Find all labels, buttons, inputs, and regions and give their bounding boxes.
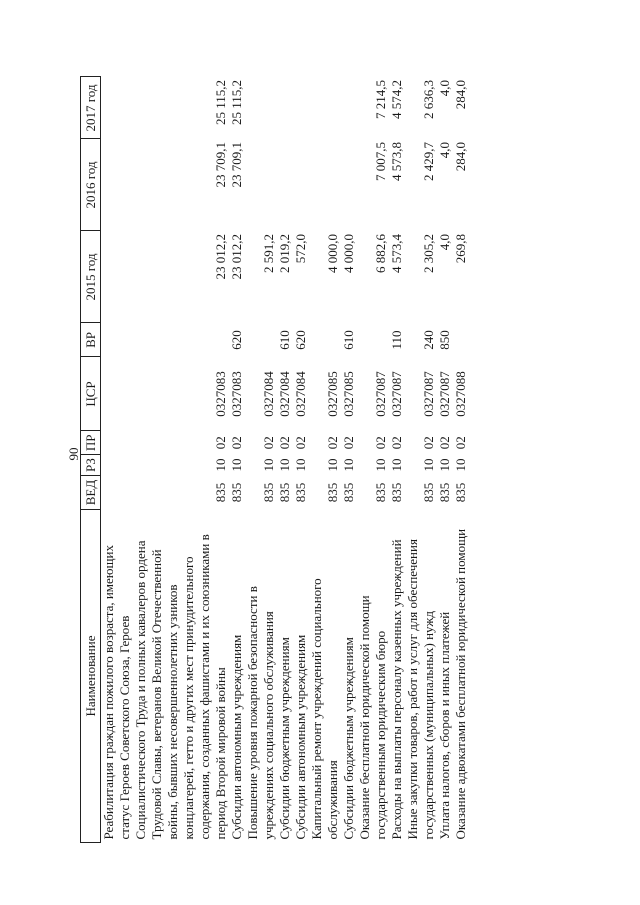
row-name: Иные закупки товаров, работ и услуг для обеспечения государственных (муниципальных) нужд bbox=[405, 539, 436, 840]
header-name: Наименование bbox=[81, 510, 101, 843]
table-row bbox=[453, 77, 469, 843]
row-2016 bbox=[341, 139, 357, 231]
row-pr: 02 bbox=[421, 436, 436, 450]
row-rz: 10 bbox=[325, 458, 340, 472]
row-name: Субсидии бюджетным учреждениям bbox=[341, 637, 356, 840]
row-2015: 2 019,2 bbox=[277, 233, 292, 273]
row-2017: 25 115,2 bbox=[229, 79, 244, 125]
table-row bbox=[293, 77, 309, 843]
row-ved: 835 bbox=[453, 482, 468, 503]
row-2016 bbox=[293, 139, 309, 231]
row-ved: 835 bbox=[277, 482, 292, 503]
row-2015: 269,8 bbox=[453, 233, 468, 264]
row-name: Оказание адвокатами бесплатной юридической помощи bbox=[453, 528, 468, 840]
row-rz: 10 bbox=[453, 458, 468, 472]
row-2016: 4 573,8 bbox=[389, 141, 404, 181]
row-ved: 835 bbox=[293, 482, 308, 503]
row-2017: 7 214,5 bbox=[373, 79, 388, 119]
row-2015: 23 012,2 bbox=[213, 233, 228, 280]
row-ved: 835 bbox=[261, 482, 276, 503]
row-vr bbox=[357, 323, 389, 357]
header-csr: ЦСР bbox=[81, 357, 101, 431]
table-row bbox=[389, 77, 405, 843]
row-vr: 610 bbox=[277, 330, 292, 350]
row-pr: 02 bbox=[213, 436, 228, 450]
row-rz: 10 bbox=[341, 458, 356, 472]
row-pr: 02 bbox=[229, 436, 244, 450]
row-2016: 284,0 bbox=[453, 141, 468, 172]
row-vr: 110 bbox=[389, 330, 404, 350]
row-name: Уплата налогов, сборов и иных платежей bbox=[437, 611, 452, 840]
row-vr: 620 bbox=[293, 330, 308, 350]
row-2016: 2 429,7 bbox=[421, 141, 436, 181]
row-rz: 10 bbox=[261, 458, 276, 472]
row-rz: 10 bbox=[213, 458, 228, 472]
row-csr: 0327085 bbox=[341, 371, 356, 417]
row-vr bbox=[101, 323, 230, 357]
row-name: Субсидии автономным учреждениям bbox=[293, 634, 308, 840]
table-row bbox=[309, 77, 341, 843]
row-name: Капитальный ремонт учреждений социального обслуживания bbox=[309, 578, 340, 840]
header-ved: ВЕД bbox=[81, 476, 101, 510]
row-name: Оказание бесплатной юридической помощи государственным юридическим бюро bbox=[357, 595, 388, 840]
row-2016: 4,0 bbox=[437, 141, 452, 159]
header-pr: ПР bbox=[81, 431, 101, 455]
row-csr: 0327084 bbox=[293, 371, 308, 417]
row-csr: 0327087 bbox=[389, 371, 404, 417]
row-vr: 620 bbox=[229, 330, 244, 350]
row-2017 bbox=[309, 77, 341, 139]
row-ved: 835 bbox=[421, 482, 436, 503]
table-row bbox=[245, 77, 277, 843]
row-csr: 0327083 bbox=[229, 371, 244, 417]
page-number: 90 bbox=[66, 447, 81, 461]
header-2016: 2016 год bbox=[81, 139, 101, 231]
table-row bbox=[229, 77, 245, 843]
table-row bbox=[405, 77, 437, 843]
row-2016: 7 007,5 bbox=[373, 141, 388, 181]
row-csr: 0327085 bbox=[325, 371, 340, 417]
table-header-row bbox=[81, 77, 101, 843]
row-vr bbox=[309, 323, 341, 357]
row-pr: 02 bbox=[261, 436, 276, 450]
row-2015: 4,0 bbox=[437, 233, 452, 251]
row-2017: 4 574,2 bbox=[389, 79, 404, 119]
row-vr: 850 bbox=[437, 330, 452, 350]
row-2017: 284,0 bbox=[453, 79, 468, 110]
row-rz: 10 bbox=[293, 458, 308, 472]
row-vr bbox=[245, 323, 277, 357]
row-2015: 4 000,0 bbox=[325, 233, 340, 273]
row-2015: 4 573,4 bbox=[389, 233, 404, 273]
row-ved: 835 bbox=[373, 482, 388, 503]
row-2017 bbox=[245, 77, 277, 139]
row-ved: 835 bbox=[389, 482, 404, 503]
header-rz: РЗ bbox=[81, 455, 101, 476]
row-ved: 835 bbox=[437, 482, 452, 503]
row-2017 bbox=[277, 77, 293, 139]
row-rz: 10 bbox=[229, 458, 244, 472]
row-csr: 0327087 bbox=[421, 371, 436, 417]
row-2016 bbox=[245, 139, 277, 231]
header-2015: 2015 год bbox=[81, 231, 101, 323]
row-pr: 02 bbox=[325, 436, 340, 450]
row-pr: 02 bbox=[341, 436, 356, 450]
row-vr: 610 bbox=[341, 330, 356, 350]
row-2017: 25 115,2 bbox=[213, 79, 228, 125]
row-pr: 02 bbox=[277, 436, 292, 450]
row-pr: 02 bbox=[373, 436, 388, 450]
row-csr: 0327088 bbox=[453, 371, 468, 417]
row-vr: 240 bbox=[421, 330, 436, 350]
row-2017: 4,0 bbox=[437, 79, 452, 97]
table-row bbox=[357, 77, 389, 843]
row-2015: 23 012,2 bbox=[229, 233, 244, 280]
table-row bbox=[101, 77, 230, 843]
row-rz: 10 bbox=[277, 458, 292, 472]
row-2015: 6 882,6 bbox=[373, 233, 388, 273]
row-csr: 0327084 bbox=[277, 371, 292, 417]
row-rz: 10 bbox=[389, 458, 404, 472]
row-2016 bbox=[277, 139, 293, 231]
budget-table bbox=[80, 76, 469, 843]
header-vr: ВР bbox=[81, 323, 101, 357]
row-name: Субсидии бюджетным учреждениям bbox=[277, 637, 292, 840]
row-pr: 02 bbox=[437, 436, 452, 450]
row-ved: 835 bbox=[325, 482, 340, 503]
row-2016: 23 709,1 bbox=[229, 141, 244, 188]
row-csr: 0327087 bbox=[373, 371, 388, 417]
row-2017 bbox=[293, 77, 309, 139]
row-vr bbox=[453, 323, 469, 357]
row-name: Расходы на выплаты персоналу казенных учреждений bbox=[389, 539, 404, 840]
row-csr: 0327083 bbox=[213, 371, 228, 417]
row-pr: 02 bbox=[293, 436, 308, 450]
row-csr: 0327087 bbox=[437, 371, 452, 417]
row-name: Повышение уровня пожарной безопасности в учреждениях социального обслуживания bbox=[245, 586, 276, 840]
table-row bbox=[341, 77, 357, 843]
row-2015: 2 305,2 bbox=[421, 233, 436, 273]
row-2017 bbox=[341, 77, 357, 139]
row-2015: 2 591,2 bbox=[261, 233, 276, 273]
row-rz: 10 bbox=[373, 458, 388, 472]
row-name: Субсидии автономным учреждениям bbox=[229, 634, 244, 840]
row-rz: 10 bbox=[437, 458, 452, 472]
row-csr: 0327084 bbox=[261, 371, 276, 417]
row-pr: 02 bbox=[453, 436, 468, 450]
row-2015: 572,0 bbox=[293, 233, 308, 264]
table-row bbox=[277, 77, 293, 843]
row-2016 bbox=[309, 139, 341, 231]
row-2017: 2 636,3 bbox=[421, 79, 436, 119]
header-2017: 2017 год bbox=[81, 77, 101, 139]
row-name: Реабилитация граждан пожилого возраста, имеющих статус Героев Советского Союза, Героев Социалистического Труда и полных кавалеров ордена Трудовой Славы, ветеранов Великой Отечественной войны, бывших несовершеннолетних узников концлагерей, гетто и других мест принудительного содержания, созданных фашистами и их союзниками в период Второй мировой войны bbox=[101, 534, 228, 840]
row-ved: 835 bbox=[341, 482, 356, 503]
row-ved: 835 bbox=[213, 482, 228, 503]
row-pr: 02 bbox=[389, 436, 404, 450]
table-row bbox=[437, 77, 453, 843]
row-2015: 4 000,0 bbox=[341, 233, 356, 273]
row-2016: 23 709,1 bbox=[213, 141, 228, 188]
row-ved: 835 bbox=[229, 482, 244, 503]
row-rz: 10 bbox=[421, 458, 436, 472]
